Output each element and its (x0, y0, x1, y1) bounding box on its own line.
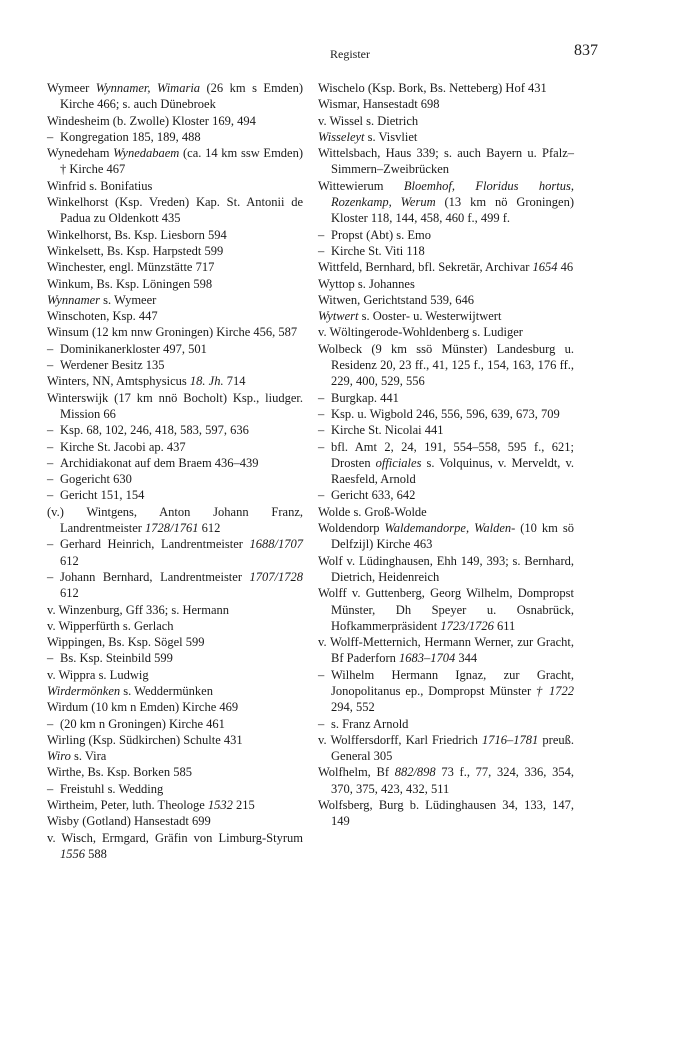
index-subentry: – Kongregation 185, 189, 488 (47, 129, 303, 145)
index-entry: Wittelsbach, Haus 339; s. auch Bayern u. Pfalz–Simmern–Zweibrücken (318, 146, 574, 177)
index-entry: Winterswijk (17 km nnö Bocholt) Ksp., liudger. Mission 66 (47, 390, 303, 421)
index-entry: v. Wissel s. Dietrich (318, 113, 419, 128)
index-entry: Wymeer Wynnamer, Wimaria (26 km s Emden) Kirche 466; s. auch Dünebroek (47, 81, 304, 112)
index-entry: Wytwert s. Ooster- u. Westerwijtwert (318, 309, 502, 324)
index-column-left (47, 80, 303, 862)
index-entry: Wisby (Gotland) Hansestadt 699 (47, 814, 211, 829)
index-entry: Wirdum (10 km n Emden) Kirche 469 (47, 700, 239, 715)
index-entry: Wisseleyt s. Visvliet (318, 129, 418, 144)
page-number: 837 (574, 42, 598, 59)
index-subentry: – Kirche St. Jacobi ap. 437 (47, 439, 303, 455)
index-subentry: – Dominikanerkloster 497, 501 (47, 341, 303, 357)
index-entry: Woldendorp Waldemandorpe, Walden- (10 km sö Delfzijl) Kirche 463 (318, 521, 575, 552)
index-subentry: – Ksp. u. Wigbold 246, 556, 596, 639, 673, 709 (318, 406, 574, 422)
index-entry: Wynnamer s. Wymeer (47, 292, 157, 307)
index-entry: v. Wippra s. Ludwig (47, 667, 149, 682)
index-entry: Wyttop s. Johannes (318, 276, 415, 291)
index-subentry: – Ksp. 68, 102, 246, 418, 583, 597, 636 (47, 422, 303, 438)
index-entry: Winkelsett, Bs. Ksp. Harpstedt 599 (47, 243, 224, 258)
index-entry: Wismar, Hansestadt 698 (318, 97, 440, 112)
index-entry: Winsum (12 km nnw Groningen) Kirche 456, 587 (47, 325, 298, 340)
index-subentry: – Kirche St. Viti 118 (318, 243, 574, 259)
index-entry: Wolde s. Groß-Wolde (318, 504, 427, 519)
index-entry: Windesheim (b. Zwolle) Kloster 169, 494 (47, 113, 256, 128)
index-entry: Winters, NN, Amtsphysicus 18. Jh. 714 (47, 374, 246, 389)
index-entry: v. Wisch, Ermgard, Gräfin von Limburg-Styrum 1556 588 (47, 830, 303, 861)
index-entry: Wolbeck (9 km ssö Münster) Landesburg u. Residenz 20, 23 ff., 41, 125 f., 154, 163, 176 ff., 229, 400, 529, 556 (318, 341, 574, 389)
index-entry: Wirling (Ksp. Südkirchen) Schulte 431 (47, 732, 243, 747)
index-entry: Wittfeld, Bernhard, bfl. Sekretär, Archivar 1654 46 (318, 260, 574, 275)
index-subentry: – Gogericht 630 (47, 471, 303, 487)
index-subentry: – (20 km n Groningen) Kirche 461 (47, 716, 303, 732)
index-entry: Winchester, engl. Münzstätte 717 (47, 260, 215, 275)
index-subentry: – s. Franz Arnold (318, 716, 574, 732)
index-entry: Winkelhorst (Ksp. Vreden) Kap. St. Antonii de Padua zu Oldenkott 435 (47, 195, 303, 226)
index-subentry: – Propst (Abt) s. Emo (318, 227, 574, 243)
index-entry: v. Wolffersdorff, Karl Friedrich 1716–1781 preuß. General 305 (318, 732, 574, 764)
index-subentry: – Burgkap. 441 (318, 390, 574, 406)
index-entry: Winkum, Bs. Ksp. Löningen 598 (47, 276, 213, 291)
index-column-right (318, 80, 574, 830)
index-entry: Wiro s. Vira (47, 749, 107, 764)
index-subentry: – Gericht 151, 154 (47, 487, 303, 503)
index-subentry: – Freistuhl s. Wedding (47, 781, 303, 797)
index-entry: v. Wolff-Metternich, Hermann Werner, zur Gracht, Bf Paderforn 1683–1704 344 (318, 635, 574, 666)
index-entry: v. Wöltingerode-Wohldenberg s. Ludiger (318, 325, 523, 340)
index-entry: Winfrid s. Bonifatius (47, 178, 153, 193)
index-entry: Wirthe, Bs. Ksp. Borken 585 (47, 765, 192, 780)
index-subentry: – Gerhard Heinrich, Landrentmeister 1688/1707 612 (47, 536, 303, 569)
index-subentry: – Bs. Ksp. Steinbild 599 (47, 650, 303, 666)
index-entry: Wischelo (Ksp. Bork, Bs. Netteberg) Hof 431 (318, 81, 547, 95)
index-entry: Witwen, Gerichtstand 539, 646 (318, 292, 475, 307)
index-subentry: – Werdener Besitz 135 (47, 357, 303, 373)
index-entry: Winkelhorst, Bs. Ksp. Liesborn 594 (47, 227, 227, 242)
index-entry: Wynedeham Wynedabaem (ca. 14 km ssw Emden) † Kirche 467 (47, 146, 303, 177)
index-entry: v. Wipperfürth s. Gerlach (47, 618, 174, 633)
index-entry: Wirtheim, Peter, luth. Theologe 1532 215 (47, 798, 255, 813)
index-subentry: – Gericht 633, 642 (318, 487, 574, 503)
index-entry: Wolf v. Lüdinghausen, Ehh 149, 393; s. Bernhard, Dietrich, Heidenreich (318, 553, 574, 584)
page-header-title: Register (330, 47, 370, 61)
index-entry: Wolfsberg, Burg b. Lüdinghausen 34, 133, 147, 149 (318, 798, 574, 829)
index-subentry: – Archidiakonat auf dem Braem 436–439 (47, 455, 303, 471)
index-entry: Wirdermönken s. Weddermünken (47, 683, 213, 698)
index-subentry: – Kirche St. Nicolai 441 (318, 422, 574, 438)
index-entry: Wolff v. Guttenberg, Georg Wilhelm, Dompropst Münster, Dh Speyer u. Osnabrück, Hofkammerpräsident 1723/1726 611 (318, 586, 574, 633)
index-entry: Wippingen, Bs. Ksp. Sögel 599 (47, 635, 205, 650)
index-entry: Wittewierum Bloemhof, Floridus hortus, Rozenkamp, Werum (13 km nö Groningen) Kloster 118, 144, 458, 460 f., 499 f. (318, 178, 575, 226)
index-subentry: – bfl. Amt 2, 24, 191, 554–558, 595 f., 621; Drosten officiales s. Volquinus, v. Merveldt, v. Raesfeld, Arnold (318, 439, 574, 488)
index-entry: Winschoten, Ksp. 447 (47, 309, 158, 324)
index-entry: (v.) Wintgens, Anton Johann Franz, Landrentmeister 1728/1761 612 (47, 504, 303, 536)
index-entry: v. Winzenburg, Gff 336; s. Hermann (47, 602, 229, 617)
index-subentry: – Wilhelm Hermann Ignaz, zur Gracht, Jonopolitanus ep., Dompropst Münster † 1722 294, 552 (318, 667, 574, 716)
index-entry: Wolfhelm, Bf 882/898 73 f., 77, 324, 336, 354, 370, 375, 423, 432, 511 (318, 765, 574, 796)
index-subentry: – Johann Bernhard, Landrentmeister 1707/1728 612 (47, 569, 303, 602)
